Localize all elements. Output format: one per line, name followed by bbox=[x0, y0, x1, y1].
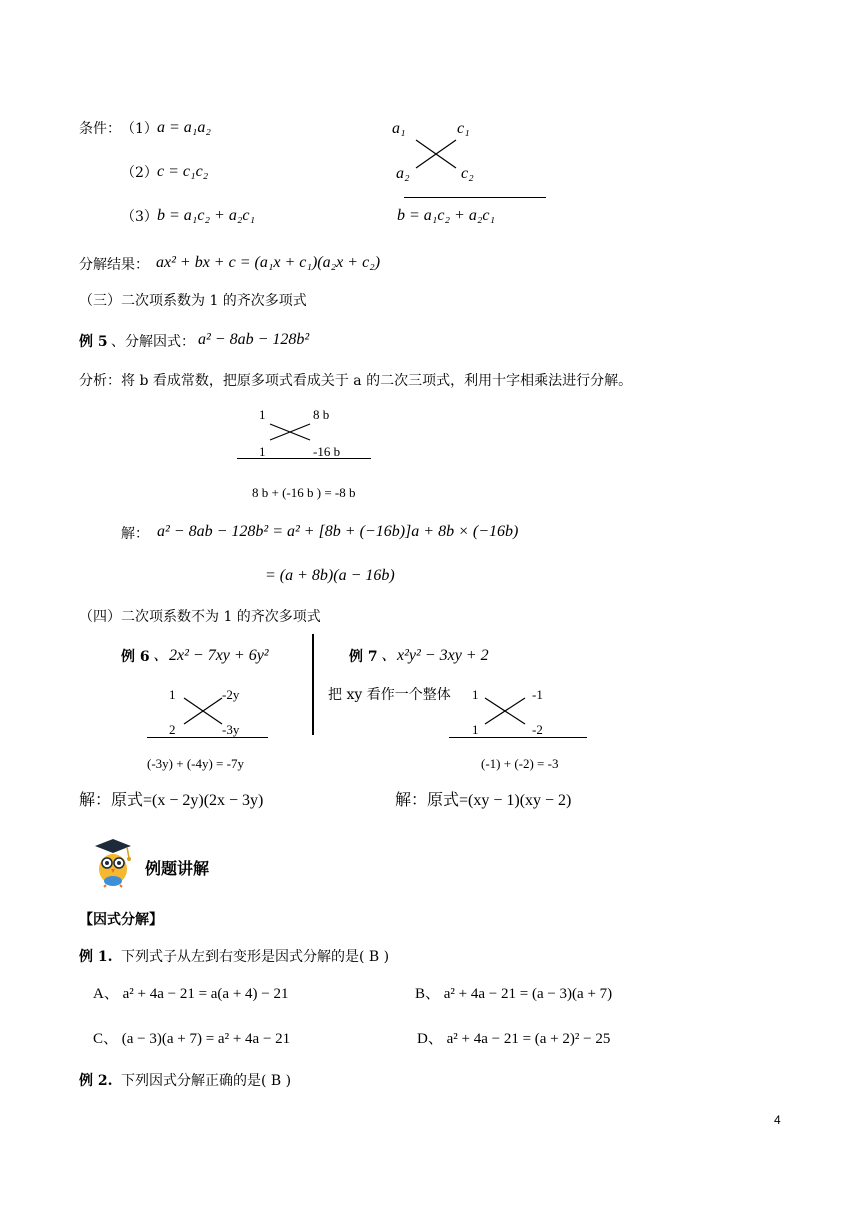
ex6-cross-top-left: 1 bbox=[169, 687, 176, 702]
ex7-cross-sum: (-1) + (-2) = -3 bbox=[481, 756, 559, 771]
condition-1-number: （1） bbox=[121, 121, 158, 137]
factorization-section-title: 【因式分解】 bbox=[79, 912, 163, 928]
question-1-text: 下列式子从左到右变形是因式分解的是( B ) bbox=[121, 949, 390, 965]
ex5-cross-bottom-left: 1 bbox=[259, 444, 266, 459]
question-1-label: 例 1. bbox=[79, 949, 113, 965]
ex6-solution: 解：原式=(x − 2y)(2x − 3y) bbox=[79, 792, 264, 809]
ex7-cross-bottom-left: 1 bbox=[472, 722, 479, 737]
example-5-analysis: 分析：将 b 看成常数，把原多项式看成关于 a 的二次三项式，利用十字相乘法进行分解。 bbox=[79, 373, 633, 389]
ex5-cross-top-right: 8 b bbox=[313, 407, 330, 422]
example-7-formula: 、x²y² − 3xy + 2 bbox=[381, 647, 489, 664]
ex6-cross-bottom-left: 2 bbox=[169, 722, 176, 737]
question-2-text: 下列因式分解正确的是( B ) bbox=[121, 1073, 292, 1089]
example-explanation-heading: 例题讲解 bbox=[145, 859, 210, 878]
column-divider bbox=[312, 634, 314, 735]
question-1-option-d: D、 a² + 4a − 21 = (a + 2)² − 25 bbox=[417, 1031, 611, 1047]
ex6-cross-top-right: -2y bbox=[222, 687, 240, 702]
question-2-label: 例 2. bbox=[79, 1073, 113, 1089]
ex7-sum-rule bbox=[449, 737, 587, 738]
cross-top-right: c₁ bbox=[457, 120, 470, 137]
result-formula: ax² + bx + c = (a₁x + c₁)(a₂x + c₂) bbox=[156, 254, 381, 271]
example-5-text: 、分解因式： bbox=[111, 334, 195, 350]
conditions-label: 条件： bbox=[79, 121, 121, 137]
cross-sum: b = a₁c₂ + a₂c₁ bbox=[397, 207, 496, 224]
cross-sum-rule bbox=[404, 197, 546, 198]
page-number: 4 bbox=[774, 1113, 781, 1127]
ex7-solution: 解：原式=(xy − 1)(xy − 2) bbox=[395, 792, 572, 809]
graduate-owl-icon bbox=[89, 838, 137, 888]
ex6-cross-bottom-right: -3y bbox=[222, 722, 240, 737]
ex5-cross-icon bbox=[270, 424, 310, 440]
result-label: 分解结果： bbox=[79, 257, 149, 273]
ex5-solution-line-1: a² − 8ab − 128b² = a² + [8b + (−16b)]a + 8b × (−16b) bbox=[157, 523, 519, 540]
ex5-cross-top-left: 1 bbox=[259, 407, 266, 422]
condition-1-formula: a = a₁a₂ bbox=[157, 119, 211, 136]
cross-top-left: a₁ bbox=[392, 120, 406, 137]
section-4-title: （四）二次项系数不为 1 的齐次多项式 bbox=[79, 609, 321, 625]
condition-2-number: （2） bbox=[121, 165, 158, 181]
example-7-label: 例 7 bbox=[349, 649, 378, 665]
question-1-option-c: C、 (a − 3)(a + 7) = a² + 4a − 21 bbox=[93, 1031, 291, 1047]
ex6-cross-icon bbox=[184, 698, 222, 724]
ex5-cross-sum: 8 b + (-16 b ) = -8 b bbox=[252, 485, 356, 500]
example-6-formula: 、2x² − 7xy + 6y² bbox=[153, 647, 269, 664]
condition-2-formula: c = c₁c₂ bbox=[157, 163, 209, 180]
ex6-cross-sum: (-3y) + (-4y) = -7y bbox=[147, 756, 244, 771]
ex6-sum-rule bbox=[147, 737, 268, 738]
question-1-option-b: B、 a² + 4a − 21 = (a − 3)(a + 7) bbox=[415, 986, 613, 1002]
ex7-cross-top-right: -1 bbox=[532, 687, 543, 702]
ex7-note: 把 xy 看作一个整体 bbox=[328, 687, 451, 703]
ex7-cross-top-left: 1 bbox=[472, 687, 479, 702]
condition-3-formula: b = a₁c₂ + a₂c₁ bbox=[157, 207, 256, 224]
condition-3-number: （3） bbox=[121, 209, 158, 225]
example-6-label: 例 6 bbox=[121, 649, 150, 665]
question-1-option-a: A、 a² + 4a − 21 = a(a + 4) − 21 bbox=[93, 986, 289, 1002]
cross-icon bbox=[416, 140, 456, 168]
ex7-cross-bottom-right: -2 bbox=[532, 722, 543, 737]
cross-bottom-left: a₂ bbox=[396, 165, 410, 182]
cross-bottom-right: c₂ bbox=[461, 165, 474, 182]
ex5-cross-bottom-right: -16 b bbox=[313, 444, 341, 459]
ex7-cross-icon bbox=[485, 698, 525, 724]
section-3-title: （三）二次项系数为 1 的齐次多项式 bbox=[79, 293, 307, 309]
ex5-solution-line-2: = (a + 8b)(a − 16b) bbox=[265, 567, 395, 584]
ex5-sum-rule bbox=[237, 458, 371, 459]
ex5-solution-label: 解： bbox=[121, 526, 149, 542]
example-5-label: 例 5 bbox=[79, 334, 108, 350]
example-5-formula: a² − 8ab − 128b² bbox=[198, 331, 310, 348]
